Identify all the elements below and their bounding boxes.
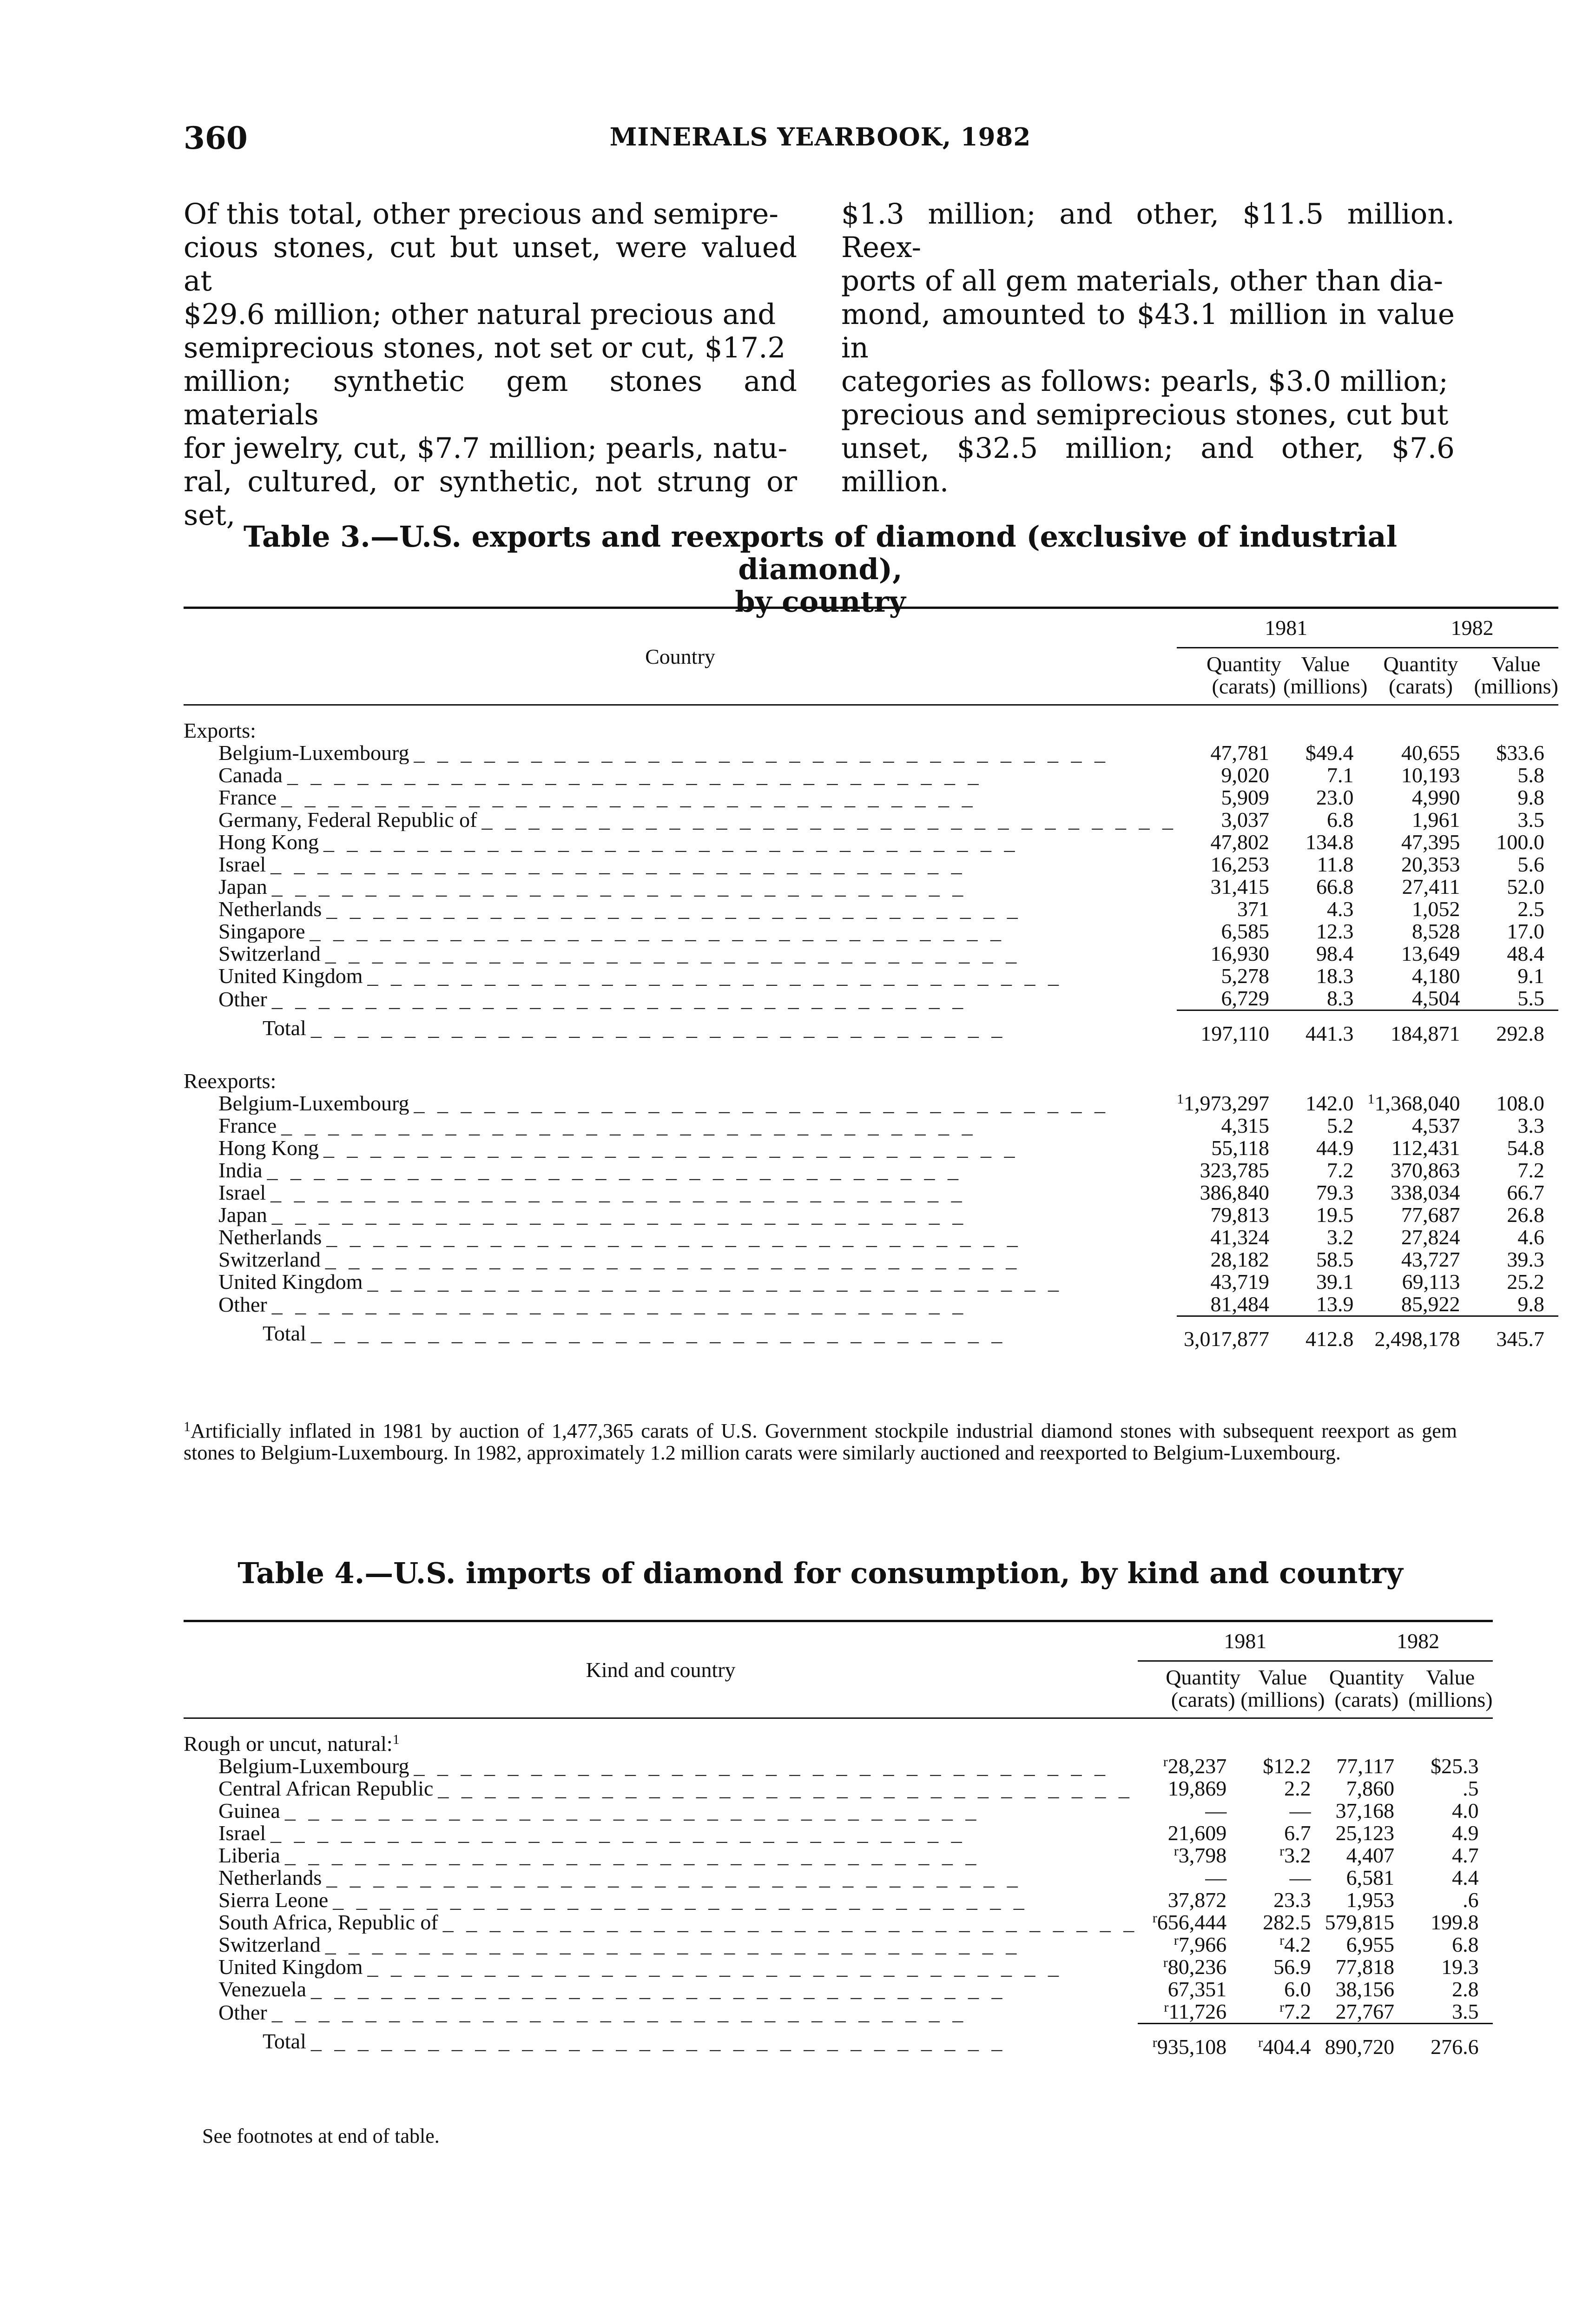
- value-1981-cell: $12.2: [1263, 1754, 1311, 1778]
- total-value-1982: 276.6: [1408, 2024, 1492, 2058]
- value-1981-cell: 6.8: [1326, 808, 1354, 832]
- total-value-1982: 292.8: [1474, 1010, 1558, 1045]
- total-qty-1982: 2,498,178: [1367, 1316, 1474, 1350]
- table-row: [184, 1978, 1493, 2000]
- table3-year-1981: 1981: [1177, 608, 1367, 648]
- value-1982-cell: 26.8: [1507, 1202, 1544, 1227]
- qty-1982-cell: 77,818: [1335, 1955, 1395, 1979]
- qty-1982-cell: 370,863: [1390, 1158, 1460, 1182]
- row-label: Switzerland _ _ _ _ _ _ _ _ _ _ _ _ _ _ _ _ _ _ _ _ _ _ _ _ _ _ _ _ _ _: [218, 943, 1021, 965]
- value-1981-cell: 8.3: [1326, 986, 1354, 1010]
- qty-1982-cell: 4,537: [1411, 1113, 1460, 1137]
- table3-title-line2: by country: [735, 585, 906, 619]
- total-label: Total _ _ _ _ _ _ _ _ _ _ _ _ _ _ _ _ _ _ _ _ _ _ _ _ _ _ _ _ _ _: [263, 1016, 1006, 1040]
- qty-1982-cell: 47,395: [1401, 830, 1460, 854]
- row-label: Switzerland _ _ _ _ _ _ _ _ _ _ _ _ _ _ _ _ _ _ _ _ _ _ _ _ _ _ _ _ _ _: [218, 1934, 1021, 1956]
- value-1982-cell: 52.0: [1507, 875, 1544, 898]
- table3: [184, 607, 1558, 1361]
- table-row: [184, 809, 1558, 831]
- total-qty-1982: 184,871: [1367, 1010, 1474, 1045]
- qty-1981-cell: 79,813: [1210, 1202, 1269, 1227]
- table-row: [184, 764, 1558, 786]
- qty-1982-cell: 4,180: [1411, 964, 1460, 988]
- value-1982-cell: 4.7: [1452, 1843, 1479, 1867]
- table3-head-qty1982: Quantity (carats): [1367, 648, 1474, 705]
- qty-1981-cell: 5,278: [1221, 964, 1269, 988]
- total-label: Total _ _ _ _ _ _ _ _ _ _ _ _ _ _ _ _ _ _ _ _ _ _ _ _ _ _ _ _ _ _: [263, 2029, 1006, 2053]
- table-row: [184, 1934, 1493, 1956]
- table4-year-1981: 1981: [1138, 1621, 1325, 1661]
- table-row: [184, 2000, 1493, 2024]
- qty-1982-cell: 1,953: [1346, 1888, 1395, 1912]
- value-1981-cell: 6.0: [1284, 1977, 1311, 2001]
- row-label: Netherlands _ _ _ _ _ _ _ _ _ _ _ _ _ _ _ _ _ _ _ _ _ _ _ _ _ _ _ _ _ _: [218, 1867, 1022, 1889]
- qty-1981-cell: $^r$80,236: [1163, 1955, 1227, 1979]
- see-footnotes-note: See footnotes at end of table.: [202, 2125, 440, 2147]
- value-1981-cell: 2.2: [1284, 1776, 1311, 1800]
- value-1982-cell: 100.0: [1496, 830, 1544, 854]
- table3-footnote-text: Artificially inflated in 1981 by auction of 1,477,365 carats of U.S. Government stockpile industrial diamond stones with subsequent reexport as gem stones to Belgium-Luxembourg. In 1982, approximately 1.2 million carats were similarly auctioned and reexported to Belgium-Luxembourg.: [184, 1419, 1457, 1464]
- qty-1982-cell: 38,156: [1335, 1977, 1395, 2001]
- table4-body: [184, 1755, 1493, 2024]
- row-label: United Kingdom _ _ _ _ _ _ _ _ _ _ _ _ _ _ _ _ _ _ _ _ _ _ _ _ _ _ _ _ _ _: [218, 1956, 1062, 1978]
- table3-footnote-mark: 1: [184, 1419, 191, 1434]
- table-row: [184, 1271, 1558, 1293]
- qty-1982-cell: 10,193: [1401, 763, 1460, 787]
- qty-1981-cell: 19,869: [1167, 1776, 1227, 1800]
- row-label: Israel _ _ _ _ _ _ _ _ _ _ _ _ _ _ _ _ _ _ _ _ _ _ _ _ _ _ _ _ _ _: [218, 1822, 966, 1844]
- value-1982-cell: 2.8: [1452, 1977, 1479, 2001]
- total-value-1981: $^r$404.4: [1240, 2024, 1325, 2058]
- total-qty-1982: 890,720: [1325, 2024, 1409, 2058]
- qty-1981-cell: 67,351: [1167, 1977, 1227, 2001]
- table3-head-val1982: Value (millions): [1474, 648, 1558, 705]
- qty-1981-cell: 55,118: [1211, 1136, 1269, 1160]
- qty-1982-cell: 8,528: [1411, 919, 1460, 943]
- table-row: [184, 943, 1558, 965]
- value-1981-cell: 5.2: [1326, 1113, 1354, 1137]
- table3-reexports-body: [184, 1092, 1558, 1316]
- total-value-1982: 345.7: [1474, 1316, 1558, 1350]
- value-1981-cell: 58.5: [1316, 1247, 1354, 1271]
- value-1981-cell: 66.8: [1316, 875, 1354, 898]
- qty-1982-cell: 579,815: [1325, 1910, 1395, 1934]
- qty-1981-cell: 4,315: [1221, 1113, 1269, 1137]
- value-1982-cell: 3.3: [1517, 1113, 1544, 1137]
- qty-1982-cell: 6,955: [1346, 1933, 1395, 1956]
- row-label: Israel _ _ _ _ _ _ _ _ _ _ _ _ _ _ _ _ _ _ _ _ _ _ _ _ _ _ _ _ _ _: [218, 853, 966, 876]
- value-1982-cell: 4.6: [1517, 1225, 1544, 1249]
- row-label: Singapore _ _ _ _ _ _ _ _ _ _ _ _ _ _ _ _ _ _ _ _ _ _ _ _ _ _ _ _ _ _: [218, 920, 1005, 943]
- intro-line: unset, $32.5 million; and other, $7.6 million.: [841, 432, 1455, 498]
- row-label: Germany, Federal Republic of _ _ _ _ _ _ _ _ _ _ _ _ _ _ _ _ _ _ _ _ _ _ _ _ _ _ _ _ _ _: [218, 809, 1177, 831]
- row-label: Netherlands _ _ _ _ _ _ _ _ _ _ _ _ _ _ _ _ _ _ _ _ _ _ _ _ _ _ _ _ _ _: [218, 1226, 1022, 1248]
- table-row: [184, 1777, 1493, 1800]
- value-1981-cell: 79.3: [1316, 1180, 1354, 1204]
- row-label: Israel _ _ _ _ _ _ _ _ _ _ _ _ _ _ _ _ _ _ _ _ _ _ _ _ _ _ _ _ _ _: [218, 1181, 966, 1204]
- table3-reexports-total: [184, 1316, 1558, 1361]
- table4-col-kind: Kind and country: [184, 1621, 1138, 1718]
- qty-1982-cell: 77,117: [1336, 1754, 1395, 1778]
- total-label: Total _ _ _ _ _ _ _ _ _ _ _ _ _ _ _ _ _ _ _ _ _ _ _ _ _ _ _ _ _ _: [263, 1321, 1006, 1345]
- qty-1982-cell: 7,860: [1346, 1776, 1395, 1800]
- row-label: Guinea _ _ _ _ _ _ _ _ _ _ _ _ _ _ _ _ _ _ _ _ _ _ _ _ _ _ _ _ _ _: [218, 1800, 980, 1822]
- value-1981-cell: 142.0: [1305, 1091, 1354, 1115]
- table-row: [184, 1911, 1493, 1934]
- intro-line: precious and semiprecious stones, cut but: [841, 398, 1449, 431]
- intro-line: semiprecious stones, not set or cut, $17.2: [184, 331, 786, 364]
- intro-line: $29.6 million; other natural precious and: [184, 298, 776, 331]
- value-1982-cell: .5: [1463, 1776, 1479, 1800]
- table-row: [184, 987, 1558, 1010]
- intro-line: ral, cultured, or synthetic, not strung or set,: [184, 465, 797, 532]
- qty-1981-cell: 37,872: [1167, 1888, 1227, 1912]
- qty-1981-cell: 81,484: [1210, 1292, 1269, 1316]
- table-row: [184, 876, 1558, 898]
- table4-head-qty1982: Quantity (carats): [1325, 1661, 1409, 1718]
- qty-1981-cell: 9,020: [1221, 763, 1269, 787]
- row-label: India _ _ _ _ _ _ _ _ _ _ _ _ _ _ _ _ _ _ _ _ _ _ _ _ _ _ _ _ _ _: [218, 1159, 963, 1182]
- value-1982-cell: 5.5: [1517, 986, 1544, 1010]
- qty-1982-cell: 77,687: [1401, 1202, 1460, 1227]
- qty-1981-cell: 6,585: [1221, 919, 1269, 943]
- qty-1981-cell: $^r$28,237: [1163, 1754, 1227, 1778]
- qty-1982-cell: $^1$1,368,040: [1367, 1091, 1460, 1115]
- table4-year-1982: 1982: [1325, 1621, 1493, 1661]
- value-1982-cell: 4.9: [1452, 1821, 1479, 1845]
- row-label: Hong Kong _ _ _ _ _ _ _ _ _ _ _ _ _ _ _ _ _ _ _ _ _ _ _ _ _ _ _ _ _ _: [218, 1136, 1019, 1159]
- value-1981-cell: $^r$7.2: [1279, 2000, 1311, 2023]
- qty-1981-cell: 3,037: [1221, 808, 1269, 832]
- qty-1981-cell: $^r$656,444: [1152, 1910, 1227, 1934]
- qty-1982-cell: 13,649: [1401, 942, 1460, 965]
- table-row: [184, 1115, 1558, 1137]
- qty-1981-cell: 371: [1237, 897, 1269, 921]
- qty-1981-cell: 43,719: [1210, 1269, 1269, 1294]
- intro-line: Of this total, other precious and semipre-: [184, 198, 779, 231]
- value-1982-cell: 3.5: [1452, 2000, 1479, 2023]
- qty-1982-cell: 1,052: [1411, 897, 1460, 921]
- row-label: Other _ _ _ _ _ _ _ _ _ _ _ _ _ _ _ _ _ _ _ _ _ _ _ _ _ _ _ _ _ _: [218, 1293, 967, 1316]
- table-row: [184, 898, 1558, 920]
- table3-title: [184, 521, 1457, 618]
- value-1982-cell: 5.6: [1517, 852, 1544, 876]
- intro-line: categories as follows: pearls, $3.0 million;: [841, 365, 1448, 398]
- value-1982-cell: $25.3: [1431, 1754, 1479, 1778]
- row-label: Belgium-Luxembourg _ _ _ _ _ _ _ _ _ _ _ _ _ _ _ _ _ _ _ _ _ _ _ _ _ _ _ _ _ _: [218, 1092, 1109, 1115]
- row-label: South Africa, Republic of _ _ _ _ _ _ _ _ _ _ _ _ _ _ _ _ _ _ _ _ _ _ _ _ _ _ _ _ _ _: [218, 1911, 1138, 1934]
- total-qty-1981: $^r$935,108: [1138, 2024, 1240, 2058]
- row-label: Belgium-Luxembourg _ _ _ _ _ _ _ _ _ _ _ _ _ _ _ _ _ _ _ _ _ _ _ _ _ _ _ _ _ _: [218, 1755, 1109, 1777]
- table3-col-country: Country: [184, 608, 1177, 705]
- value-1981-cell: $^r$4.2: [1279, 1933, 1311, 1956]
- row-label: France _ _ _ _ _ _ _ _ _ _ _ _ _ _ _ _ _ _ _ _ _ _ _ _ _ _ _ _ _ _: [218, 786, 976, 809]
- table-row: [184, 1956, 1493, 1978]
- value-1982-cell: 39.3: [1507, 1247, 1544, 1271]
- value-1981-cell: $^r$3.2: [1279, 1843, 1311, 1867]
- row-label: Japan _ _ _ _ _ _ _ _ _ _ _ _ _ _ _ _ _ _ _ _ _ _ _ _ _ _ _ _ _ _: [218, 876, 967, 898]
- value-1981-cell: 23.3: [1273, 1888, 1311, 1912]
- intro-line: $1.3 million; and other, $11.5 million. Reex-: [841, 198, 1455, 264]
- qty-1981-cell: 16,930: [1210, 942, 1269, 965]
- table-row: [184, 742, 1558, 764]
- value-1981-cell: $49.4: [1305, 741, 1354, 765]
- row-label: Netherlands _ _ _ _ _ _ _ _ _ _ _ _ _ _ _ _ _ _ _ _ _ _ _ _ _ _ _ _ _ _: [218, 898, 1022, 920]
- table-row: [184, 1248, 1558, 1271]
- table3-reexports-label: Reexports:: [184, 1069, 277, 1092]
- value-1982-cell: 9.1: [1517, 964, 1544, 988]
- qty-1982-cell: 27,411: [1402, 875, 1460, 898]
- table-row: [184, 1159, 1558, 1182]
- table-row: [184, 1822, 1493, 1844]
- qty-1982-cell: 1,961: [1411, 808, 1460, 832]
- running-title: MINERALS YEARBOOK, 1982: [609, 123, 1031, 152]
- value-1981-cell: 282.5: [1263, 1910, 1311, 1934]
- intro-line: cious stones, cut but unset, were valued at: [184, 231, 797, 297]
- qty-1981-cell: 47,802: [1210, 830, 1269, 854]
- table3-title-line1: Table 3.—U.S. exports and reexports of diamond (exclusive of industrial diamond),: [243, 520, 1398, 586]
- table4-head-qty1981: Quantity (carats): [1138, 1661, 1240, 1718]
- value-1981-cell: 13.9: [1316, 1292, 1354, 1316]
- qty-1981-cell: $^1$1,973,297: [1177, 1091, 1269, 1115]
- value-1981-cell: —: [1289, 1866, 1311, 1889]
- qty-1981-cell: 6,729: [1221, 986, 1269, 1010]
- table-row: [184, 1800, 1493, 1822]
- value-1981-cell: 134.8: [1305, 830, 1354, 854]
- table-row: [184, 965, 1558, 987]
- table-row: [184, 1182, 1558, 1204]
- row-label: United Kingdom _ _ _ _ _ _ _ _ _ _ _ _ _ _ _ _ _ _ _ _ _ _ _ _ _ _ _ _ _ _: [218, 965, 1062, 987]
- value-1982-cell: 108.0: [1496, 1091, 1544, 1115]
- qty-1981-cell: 21,609: [1167, 1821, 1227, 1845]
- qty-1981-cell: 31,415: [1210, 875, 1269, 898]
- qty-1981-cell: 41,324: [1210, 1225, 1269, 1249]
- table-row: [184, 786, 1558, 809]
- intro-line: mond, amounted to $43.1 million in value in: [841, 298, 1455, 364]
- row-label: Other _ _ _ _ _ _ _ _ _ _ _ _ _ _ _ _ _ _ _ _ _ _ _ _ _ _ _ _ _ _: [218, 2000, 967, 2024]
- value-1981-cell: 44.9: [1316, 1136, 1354, 1160]
- row-label: Liberia _ _ _ _ _ _ _ _ _ _ _ _ _ _ _ _ _ _ _ _ _ _ _ _ _ _ _ _ _ _: [218, 1844, 980, 1867]
- value-1982-cell: 2.5: [1517, 897, 1544, 921]
- table3-year-1982: 1982: [1367, 608, 1558, 648]
- table-row: [184, 1293, 1558, 1316]
- value-1981-cell: 4.3: [1326, 897, 1354, 921]
- table3-exports-body: [184, 742, 1558, 1010]
- intro-line: for jewelry, cut, $7.7 million; pearls, natu-: [184, 432, 788, 465]
- row-label: Central African Republic _ _ _ _ _ _ _ _ _ _ _ _ _ _ _ _ _ _ _ _ _ _ _ _ _ _ _ _ _ _: [218, 1777, 1133, 1800]
- table-row: [184, 1204, 1558, 1226]
- value-1982-cell: 19.3: [1441, 1955, 1479, 1979]
- value-1981-cell: 18.3: [1316, 964, 1354, 988]
- value-1982-cell: 25.2: [1507, 1269, 1544, 1294]
- intro-line: ports of all gem materials, other than dia-: [841, 264, 1443, 297]
- table4-head-val1982: Value (millions): [1408, 1661, 1492, 1718]
- value-1981-cell: 7.1: [1326, 763, 1354, 787]
- row-label: United Kingdom _ _ _ _ _ _ _ _ _ _ _ _ _ _ _ _ _ _ _ _ _ _ _ _ _ _ _ _ _ _: [218, 1270, 1062, 1293]
- qty-1982-cell: 85,922: [1401, 1292, 1460, 1316]
- value-1981-cell: —: [1289, 1799, 1311, 1822]
- qty-1982-cell: 27,824: [1401, 1225, 1460, 1249]
- row-label: France _ _ _ _ _ _ _ _ _ _ _ _ _ _ _ _ _ _ _ _ _ _ _ _ _ _ _ _ _ _: [218, 1114, 976, 1137]
- total-row: [184, 1316, 1558, 1350]
- row-label: Sierra Leone _ _ _ _ _ _ _ _ _ _ _ _ _ _ _ _ _ _ _ _ _ _ _ _ _ _ _ _ _ _: [218, 1889, 1028, 1911]
- qty-1981-cell: $^r$3,798: [1174, 1843, 1227, 1867]
- qty-1981-cell: 28,182: [1210, 1247, 1269, 1271]
- qty-1981-cell: 386,840: [1200, 1180, 1269, 1204]
- value-1981-cell: 3.2: [1326, 1225, 1354, 1249]
- row-label: Canada _ _ _ _ _ _ _ _ _ _ _ _ _ _ _ _ _ _ _ _ _ _ _ _ _ _ _ _ _ _: [218, 764, 982, 786]
- page-header: [184, 120, 1457, 162]
- table-row: [184, 920, 1558, 943]
- value-1982-cell: 4.0: [1452, 1799, 1479, 1822]
- value-1982-cell: 7.2: [1517, 1158, 1544, 1182]
- row-label: Switzerland _ _ _ _ _ _ _ _ _ _ _ _ _ _ _ _ _ _ _ _ _ _ _ _ _ _ _ _ _ _: [218, 1248, 1021, 1271]
- value-1981-cell: 11.8: [1317, 852, 1354, 876]
- value-1981-cell: 12.3: [1316, 919, 1354, 943]
- table4-title: Table 4.—U.S. imports of diamond for consumption, by kind and country: [237, 1556, 1403, 1590]
- row-label: Belgium-Luxembourg _ _ _ _ _ _ _ _ _ _ _ _ _ _ _ _ _ _ _ _ _ _ _ _ _ _ _ _ _ _: [218, 742, 1109, 764]
- table-row: [184, 831, 1558, 853]
- value-1982-cell: 6.8: [1452, 1933, 1479, 1956]
- qty-1981-cell: 5,909: [1221, 786, 1269, 809]
- value-1982-cell: 9.8: [1517, 1292, 1544, 1316]
- total-value-1981: 441.3: [1283, 1010, 1367, 1045]
- qty-1981-cell: 16,253: [1210, 852, 1269, 876]
- qty-1982-cell: 338,034: [1390, 1180, 1460, 1204]
- row-label: Other _ _ _ _ _ _ _ _ _ _ _ _ _ _ _ _ _ _ _ _ _ _ _ _ _ _ _ _ _ _: [218, 987, 967, 1010]
- value-1981-cell: 98.4: [1316, 942, 1354, 965]
- value-1982-cell: .6: [1463, 1888, 1479, 1912]
- value-1982-cell: 66.7: [1507, 1180, 1544, 1204]
- value-1981-cell: 6.7: [1284, 1821, 1311, 1845]
- qty-1981-cell: 47,781: [1210, 741, 1269, 765]
- qty-1981-cell: $^r$7,966: [1174, 1933, 1227, 1956]
- total-row: [184, 2024, 1493, 2058]
- total-qty-1981: 197,110: [1177, 1010, 1283, 1045]
- value-1982-cell: 199.8: [1431, 1910, 1479, 1934]
- row-label: Venezuela _ _ _ _ _ _ _ _ _ _ _ _ _ _ _ _ _ _ _ _ _ _ _ _ _ _ _ _ _ _: [218, 1978, 1006, 2000]
- value-1981-cell: 23.0: [1316, 786, 1354, 809]
- qty-1982-cell: 20,353: [1401, 852, 1460, 876]
- qty-1981-cell: —: [1205, 1866, 1227, 1889]
- table3-footnote: [184, 1420, 1457, 1464]
- table3-exports-total: [184, 1010, 1558, 1056]
- table3-head-qty1981: Quantity (carats): [1177, 648, 1283, 705]
- qty-1982-cell: 4,504: [1411, 986, 1460, 1010]
- qty-1981-cell: —: [1205, 1799, 1227, 1822]
- intro-line: million; synthetic gem stones and materials: [184, 365, 797, 431]
- qty-1982-cell: 25,123: [1335, 1821, 1395, 1845]
- total-qty-1981: 3,017,877: [1177, 1316, 1283, 1350]
- value-1982-cell: 4.4: [1452, 1866, 1479, 1889]
- total-row: [184, 1010, 1558, 1045]
- value-1981-cell: 56.9: [1273, 1955, 1311, 1979]
- qty-1981-cell: $^r$11,726: [1164, 2000, 1227, 2023]
- table3-exports-label: Exports:: [184, 719, 256, 742]
- table-row: [184, 1137, 1558, 1159]
- table-row: [184, 1889, 1493, 1911]
- value-1981-cell: 39.1: [1316, 1269, 1354, 1294]
- value-1982-cell: 3.5: [1517, 808, 1544, 832]
- qty-1982-cell: 69,113: [1402, 1269, 1460, 1294]
- value-1982-cell: 48.4: [1507, 942, 1544, 965]
- qty-1982-cell: 6,581: [1346, 1866, 1395, 1889]
- value-1982-cell: 5.8: [1517, 763, 1544, 787]
- table-row: [184, 853, 1558, 876]
- table4: [184, 1620, 1493, 2069]
- table-row: [184, 1844, 1493, 1867]
- table4-group-label: Rough or uncut, natural:$^1$: [184, 1732, 400, 1755]
- qty-1981-cell: 323,785: [1200, 1158, 1269, 1182]
- qty-1982-cell: 40,655: [1401, 741, 1460, 765]
- value-1982-cell: 54.8: [1507, 1136, 1544, 1160]
- value-1982-cell: $33.6: [1496, 741, 1544, 765]
- table4-head-val1981: Value (millions): [1240, 1661, 1325, 1718]
- qty-1982-cell: 27,767: [1335, 2000, 1395, 2023]
- value-1981-cell: 7.2: [1326, 1158, 1354, 1182]
- value-1981-cell: 19.5: [1316, 1202, 1354, 1227]
- intro-right-column: [841, 198, 1455, 499]
- table4-total: [184, 2024, 1493, 2069]
- intro-left-column: [184, 198, 797, 532]
- table-row: [184, 1867, 1493, 1889]
- qty-1982-cell: 4,407: [1346, 1843, 1395, 1867]
- table-row: [184, 1226, 1558, 1248]
- row-label: Japan _ _ _ _ _ _ _ _ _ _ _ _ _ _ _ _ _ _ _ _ _ _ _ _ _ _ _ _ _ _: [218, 1203, 967, 1226]
- row-label: Hong Kong _ _ _ _ _ _ _ _ _ _ _ _ _ _ _ _ _ _ _ _ _ _ _ _ _ _ _ _ _ _: [218, 831, 1019, 853]
- qty-1982-cell: 4,990: [1411, 786, 1460, 809]
- table-row: [184, 1755, 1493, 1777]
- page-number: 360: [184, 120, 248, 156]
- qty-1982-cell: 112,431: [1391, 1136, 1460, 1160]
- qty-1982-cell: 37,168: [1335, 1799, 1395, 1822]
- table3-head-val1981: Value (millions): [1283, 648, 1367, 705]
- value-1982-cell: 17.0: [1507, 919, 1544, 943]
- table-row: [184, 1092, 1558, 1115]
- qty-1982-cell: 43,727: [1401, 1247, 1460, 1271]
- value-1982-cell: 9.8: [1517, 786, 1544, 809]
- total-value-1981: 412.8: [1283, 1316, 1367, 1350]
